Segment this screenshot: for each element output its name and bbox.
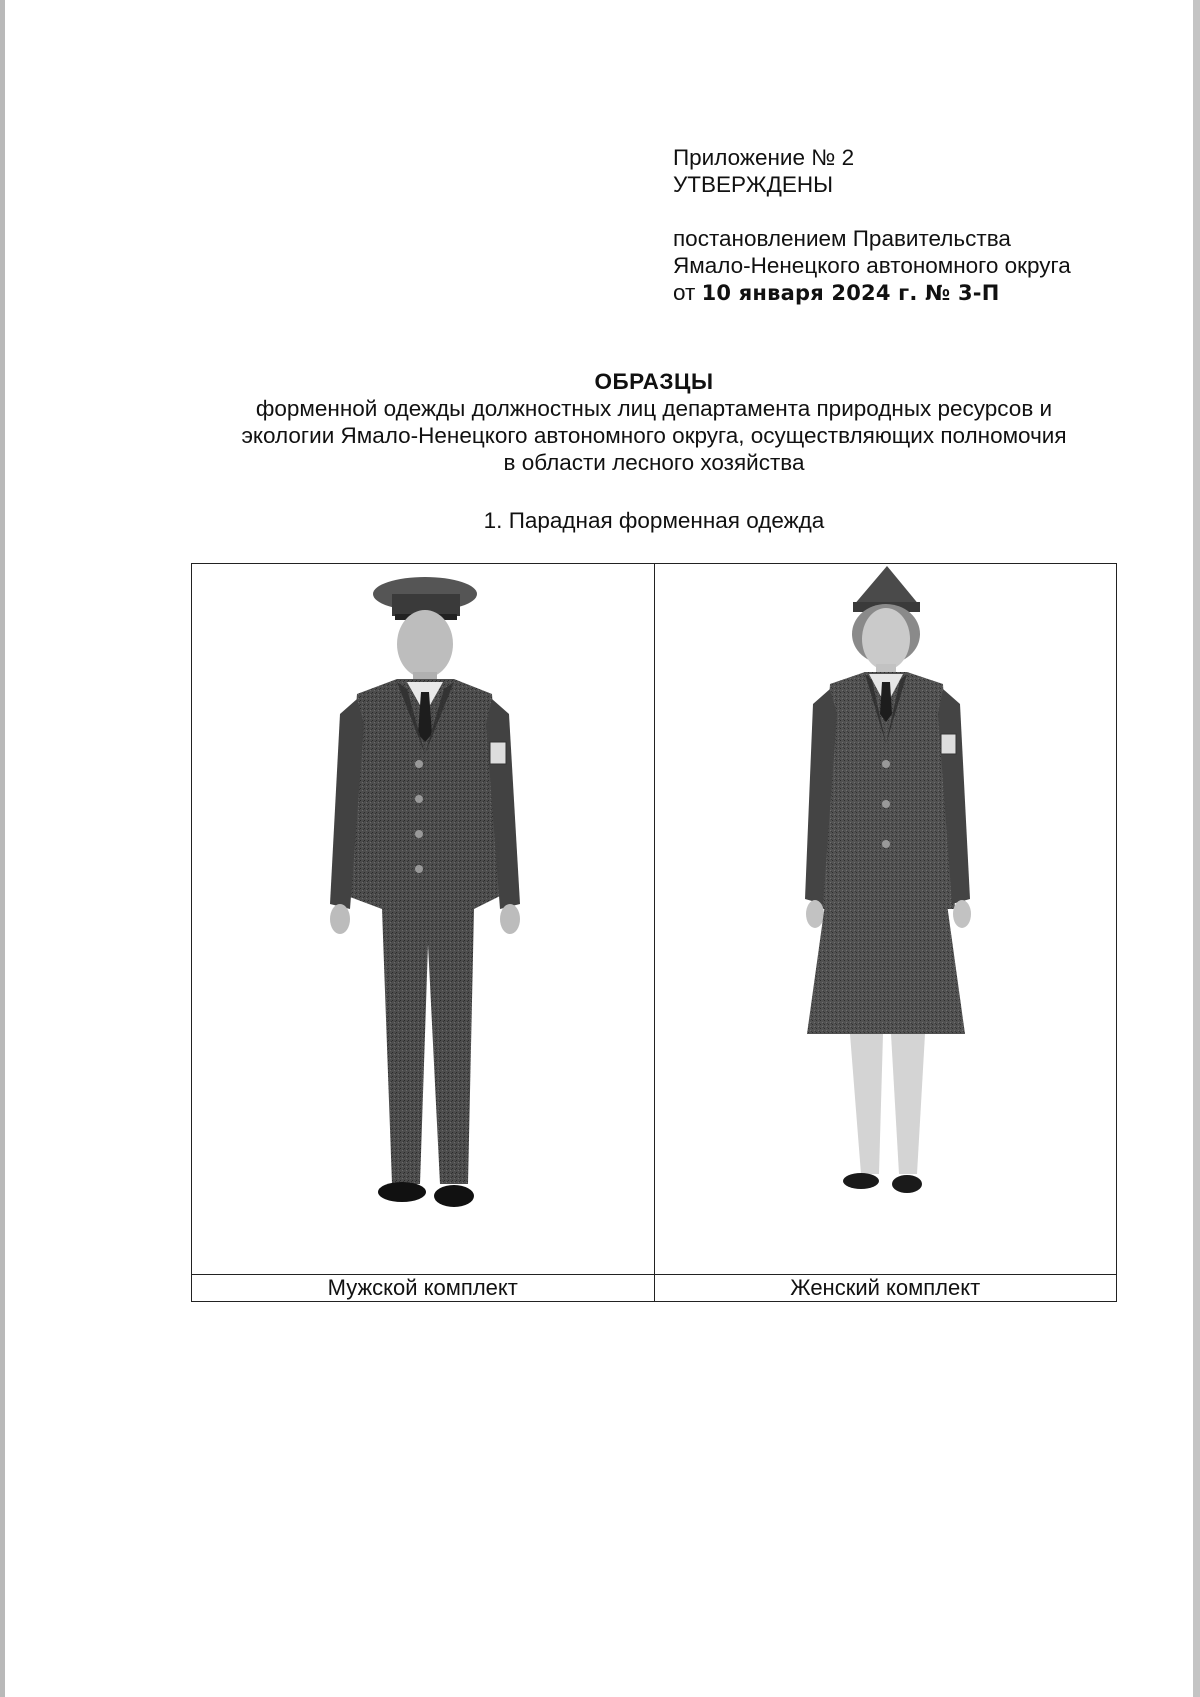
appendix-number: Приложение № 2	[673, 145, 855, 170]
spacer	[673, 198, 1071, 225]
decree-line: постановлением Правительства	[673, 226, 1011, 251]
female-kit-caption: Женский комплект	[654, 1275, 1117, 1302]
title-line-1: форменной одежды должностных лиц департамента природных ресурсов и	[255, 396, 1053, 421]
title-line-3: в области лесного хозяйства	[503, 450, 805, 475]
section-heading: 1. Парадная форменная одежда	[483, 508, 825, 533]
female-uniform-figure-icon	[655, 564, 1117, 1274]
uniform-kits-table	[191, 563, 1117, 1302]
date-prefix: от	[673, 280, 702, 305]
title-main: ОБРАЗЦЫ	[594, 369, 714, 394]
captions-row	[192, 1275, 1117, 1302]
decree-date-line	[673, 279, 1071, 307]
government-line: Ямало-Ненецкого автономного округа	[673, 253, 1071, 278]
title-line-2: экологии Ямало-Ненецкого автономного округа, осуществляющих полномочия	[241, 423, 1067, 448]
male-uniform-figure-icon	[192, 564, 654, 1274]
approval-block	[673, 144, 1071, 307]
male-kit-cell	[192, 564, 655, 1275]
male-kit-caption: Мужской комплект	[192, 1275, 655, 1302]
scan-edge-left	[0, 0, 5, 1697]
decree-date: 10 января 2024 г. № 3-П	[701, 281, 1000, 305]
female-kit-cell	[654, 564, 1117, 1275]
scan-edge-right	[1193, 0, 1200, 1697]
approved-label: УТВЕРЖДЕНЫ	[673, 172, 833, 197]
document-title	[170, 368, 1138, 476]
figures-row	[192, 564, 1117, 1275]
